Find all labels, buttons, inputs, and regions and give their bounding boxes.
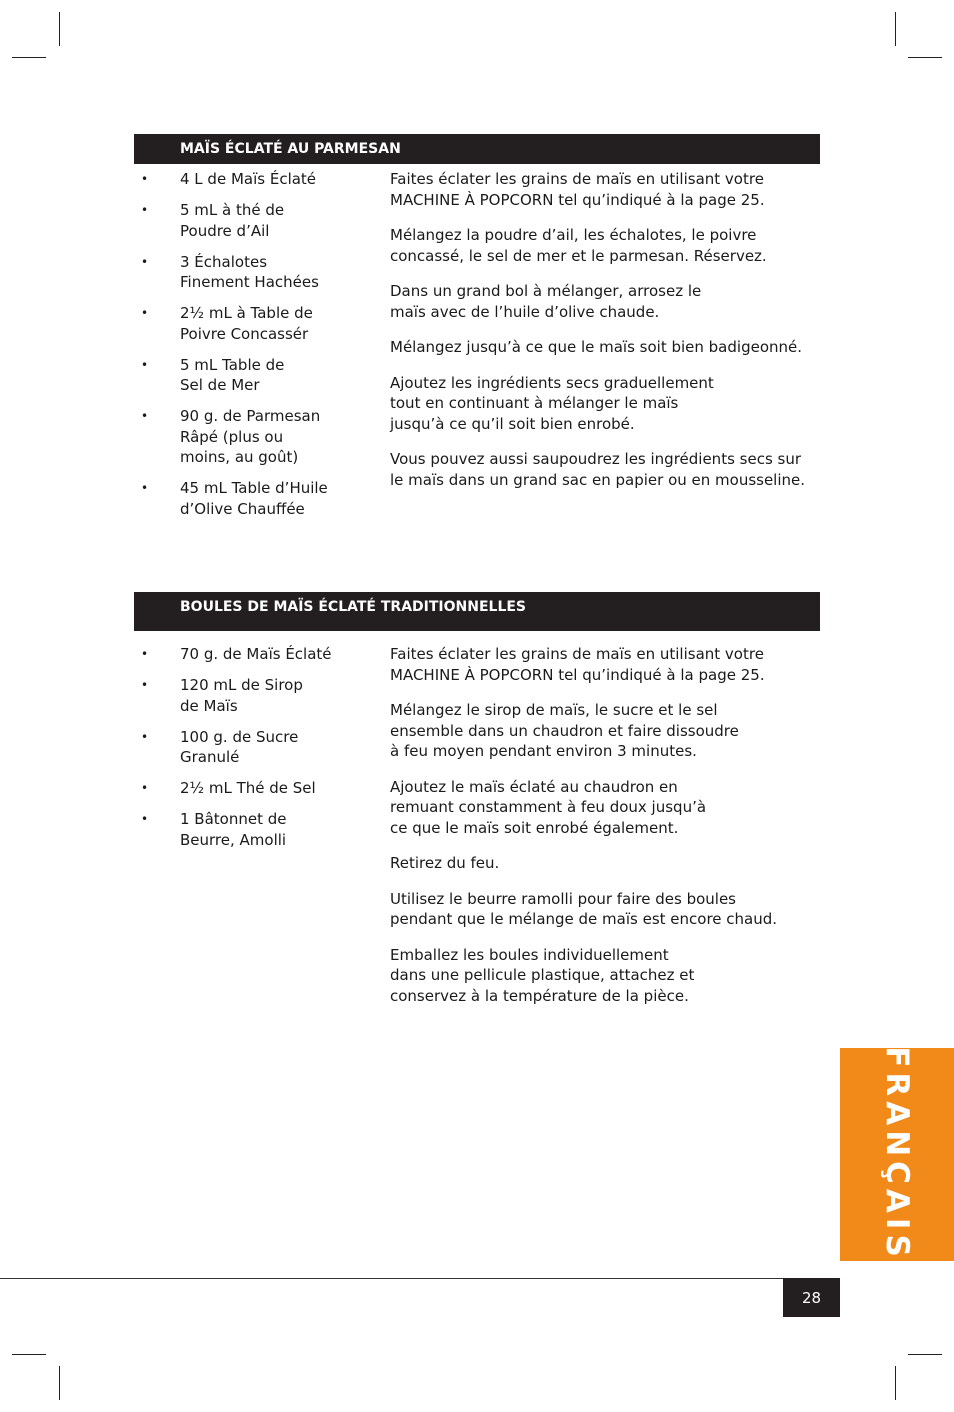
bullet: • (141, 357, 149, 372)
ingredient-item (141, 252, 351, 293)
ingredient-item (141, 675, 351, 716)
ingredient-item (141, 169, 351, 190)
recipe-title: BOULES DE MAÏS ÉCLATÉ TRADITIONNELLES (134, 592, 820, 631)
ingredient-text: 3 Échalotes Finement Hachées (180, 252, 319, 291)
crop-mark (908, 1354, 942, 1355)
instruction-list (390, 169, 810, 505)
ingredient-list (141, 169, 351, 530)
ingredient-item (141, 406, 351, 468)
ingredient-text: 2½ mL à Table de Poivre Concassér (180, 304, 313, 343)
recipe-title: MAÏS ÉCLATÉ AU PARMESAN (134, 134, 820, 164)
ingredient-text: 120 mL de Sirop de Maïs (180, 676, 303, 715)
ingredient-text: 5 mL Table de Sel de Mer (180, 355, 285, 394)
bullet: • (141, 203, 149, 217)
bullet: • (141, 729, 149, 744)
ingredient-text: 90 g. de Parmesan Râpé (plus ou moins, au goût) (180, 407, 321, 466)
bullet: • (141, 647, 149, 661)
ingredient-text: 5 mL à thé de Poudre d’Ail (180, 201, 285, 240)
ingredient-item (141, 809, 351, 850)
instruction-step: Faites éclater les grains de maïs en utilisant votre MACHINE À POPCORN tel qu’indiqué à la page 25. (390, 645, 765, 684)
footer-rule (0, 1278, 840, 1279)
crop-mark (12, 1354, 46, 1355)
instruction-step: Vous pouvez aussi saupoudrez les ingrédients secs sur le maïs dans un grand sac en papier ou en mousseline. (390, 450, 806, 489)
instruction-step: Ajoutez le maïs éclaté au chaudron en remuant constamment à feu doux jusqu’à ce que le maïs soit enrobé également. (390, 777, 707, 837)
ingredient-text: 2½ mL Thé de Sel (180, 779, 316, 797)
language-label: FRANÇAIS (879, 1046, 915, 1262)
ingredient-text: 70 g. de Maïs Éclaté (180, 645, 332, 663)
ingredient-item (141, 644, 351, 665)
instruction-step: Faites éclater les grains de maïs en utilisant votre MACHINE À POPCORN tel qu’indiqué à la page 25. (390, 170, 765, 209)
instruction-step: Retirez du feu. (390, 854, 500, 872)
ingredient-text: 4 L de Maïs Éclaté (180, 170, 317, 188)
instruction-step: Dans un grand bol à mélanger, arrosez le maïs avec de l’huile d’olive chaude. (390, 282, 702, 321)
crop-mark (895, 12, 896, 46)
page-number: 28 (783, 1278, 840, 1317)
ingredient-text: 1 Bâtonnet de Beurre, Amolli (180, 810, 287, 849)
language-tab (840, 1048, 954, 1261)
bullet: • (141, 678, 149, 692)
bullet: • (141, 812, 149, 826)
crop-mark (59, 12, 60, 46)
ingredient-text: 100 g. de Sucre Granulé (180, 727, 299, 766)
ingredient-item (141, 778, 351, 799)
instruction-step: Mélangez le sirop de maïs, le sucre et le sel ensemble dans un chaudron et faire dissoudre à feu moyen pendant environ 3 minutes. (390, 701, 739, 760)
instruction-step: Utilisez le beurre ramolli pour faire des boules pendant que le mélange de maïs est encore chaud. (390, 889, 778, 928)
crop-mark (895, 1366, 896, 1400)
crop-mark (12, 57, 46, 58)
ingredient-text: 45 mL Table d’Huile d’Olive Chauffée (180, 479, 328, 518)
ingredient-item (141, 200, 351, 241)
ingredient-item (141, 303, 351, 344)
bullet: • (141, 781, 149, 795)
instruction-step: Mélangez la poudre d’ail, les échalotes, le poivre concassé, le sel de mer et le parmesan. Réservez. (390, 226, 767, 265)
bullet: • (141, 254, 149, 269)
instruction-list (390, 644, 810, 1021)
instruction-step: Ajoutez les ingrédients secs graduellement tout en continuant à mélanger le maïs jusqu’à ce qu’il soit bien enrobé. (390, 373, 714, 433)
crop-mark (908, 57, 942, 58)
crop-mark (59, 1366, 60, 1400)
bullet: • (141, 172, 149, 186)
ingredient-item (141, 355, 351, 396)
ingredient-item (141, 478, 351, 519)
instruction-step: Emballez les boules individuellement dans une pellicule plastique, attachez et conservez à la température de la pièce. (390, 945, 695, 1005)
bullet: • (141, 409, 149, 423)
instruction-step: Mélangez jusqu’à ce que le maïs soit bien badigeonné. (390, 338, 803, 356)
ingredient-list (141, 644, 351, 861)
bullet: • (141, 481, 149, 495)
ingredient-item (141, 727, 351, 768)
bullet: • (141, 306, 149, 320)
